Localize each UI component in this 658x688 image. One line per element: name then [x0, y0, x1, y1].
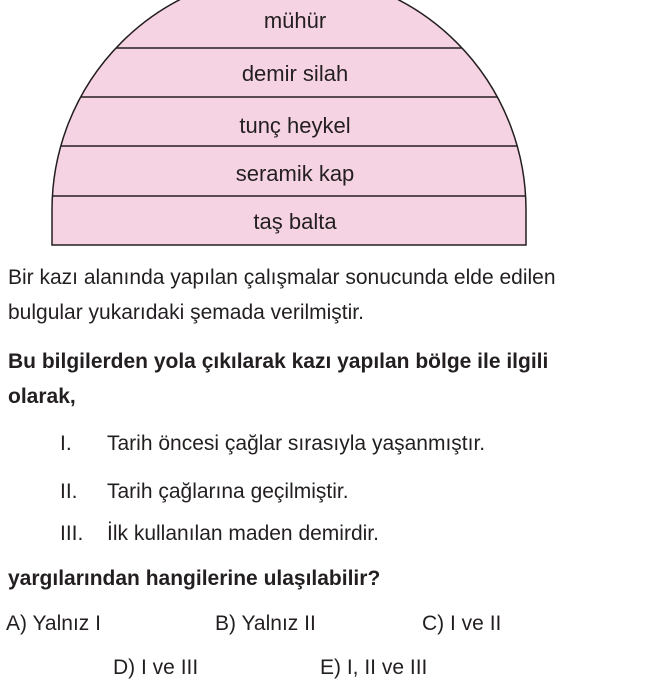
statement-text: Tarih öncesi çağlar sırasıyla yaşanmıştır.: [107, 432, 486, 455]
closing-question: yargılarından hangilerine ulaşılabilir?: [8, 567, 381, 590]
option-text: Yalnız I: [32, 612, 101, 635]
option-text: Yalnız II: [241, 612, 316, 635]
statement-3: [60, 522, 379, 546]
option-a[interactable]: [6, 612, 101, 636]
stratigraphy-diagram: [0, 0, 658, 250]
option-b[interactable]: [215, 612, 316, 636]
layer-label-muhur: mühür: [263, 8, 327, 33]
option-e[interactable]: [320, 656, 427, 680]
option-text: I, II ve III: [346, 656, 428, 679]
layer-label-tas-balta: taş balta: [253, 209, 337, 234]
statement-text: İlk kullanılan maden demirdir.: [107, 522, 379, 545]
statement-text: Tarih çağlarına geçilmiştir.: [107, 480, 349, 503]
question-line-2: olarak,: [8, 385, 76, 408]
statement-1: [60, 432, 485, 456]
option-letter: B): [215, 612, 236, 635]
layer-label-seramik-kap: seramik kap: [235, 161, 355, 186]
intro-line-1: Bir kazı alanında yapılan çalışmalar sonucunda elde edilen: [8, 266, 556, 289]
layer-label-demir-silah: demir silah: [241, 61, 349, 86]
layer-label-tunc-heykel: tunç heykel: [239, 113, 351, 138]
question-line-1: Bu bilgilerden yola çıkılarak kazı yapılan bölge ile ilgili: [8, 350, 549, 373]
option-d[interactable]: [113, 656, 198, 680]
option-letter: A): [6, 612, 27, 635]
intro-line-2: bulgular yukarıdaki şemada verilmiştir.: [8, 301, 364, 324]
statement-number: II.: [60, 480, 78, 503]
option-letter: E): [320, 656, 341, 679]
option-text: I ve III: [141, 656, 199, 679]
option-letter: D): [113, 656, 136, 679]
option-text: I ve II: [450, 612, 502, 635]
option-c[interactable]: [422, 612, 501, 636]
statement-number: III.: [60, 522, 84, 545]
option-letter: C): [422, 612, 445, 635]
statement-number: I.: [60, 432, 72, 455]
statement-2: [60, 480, 349, 504]
